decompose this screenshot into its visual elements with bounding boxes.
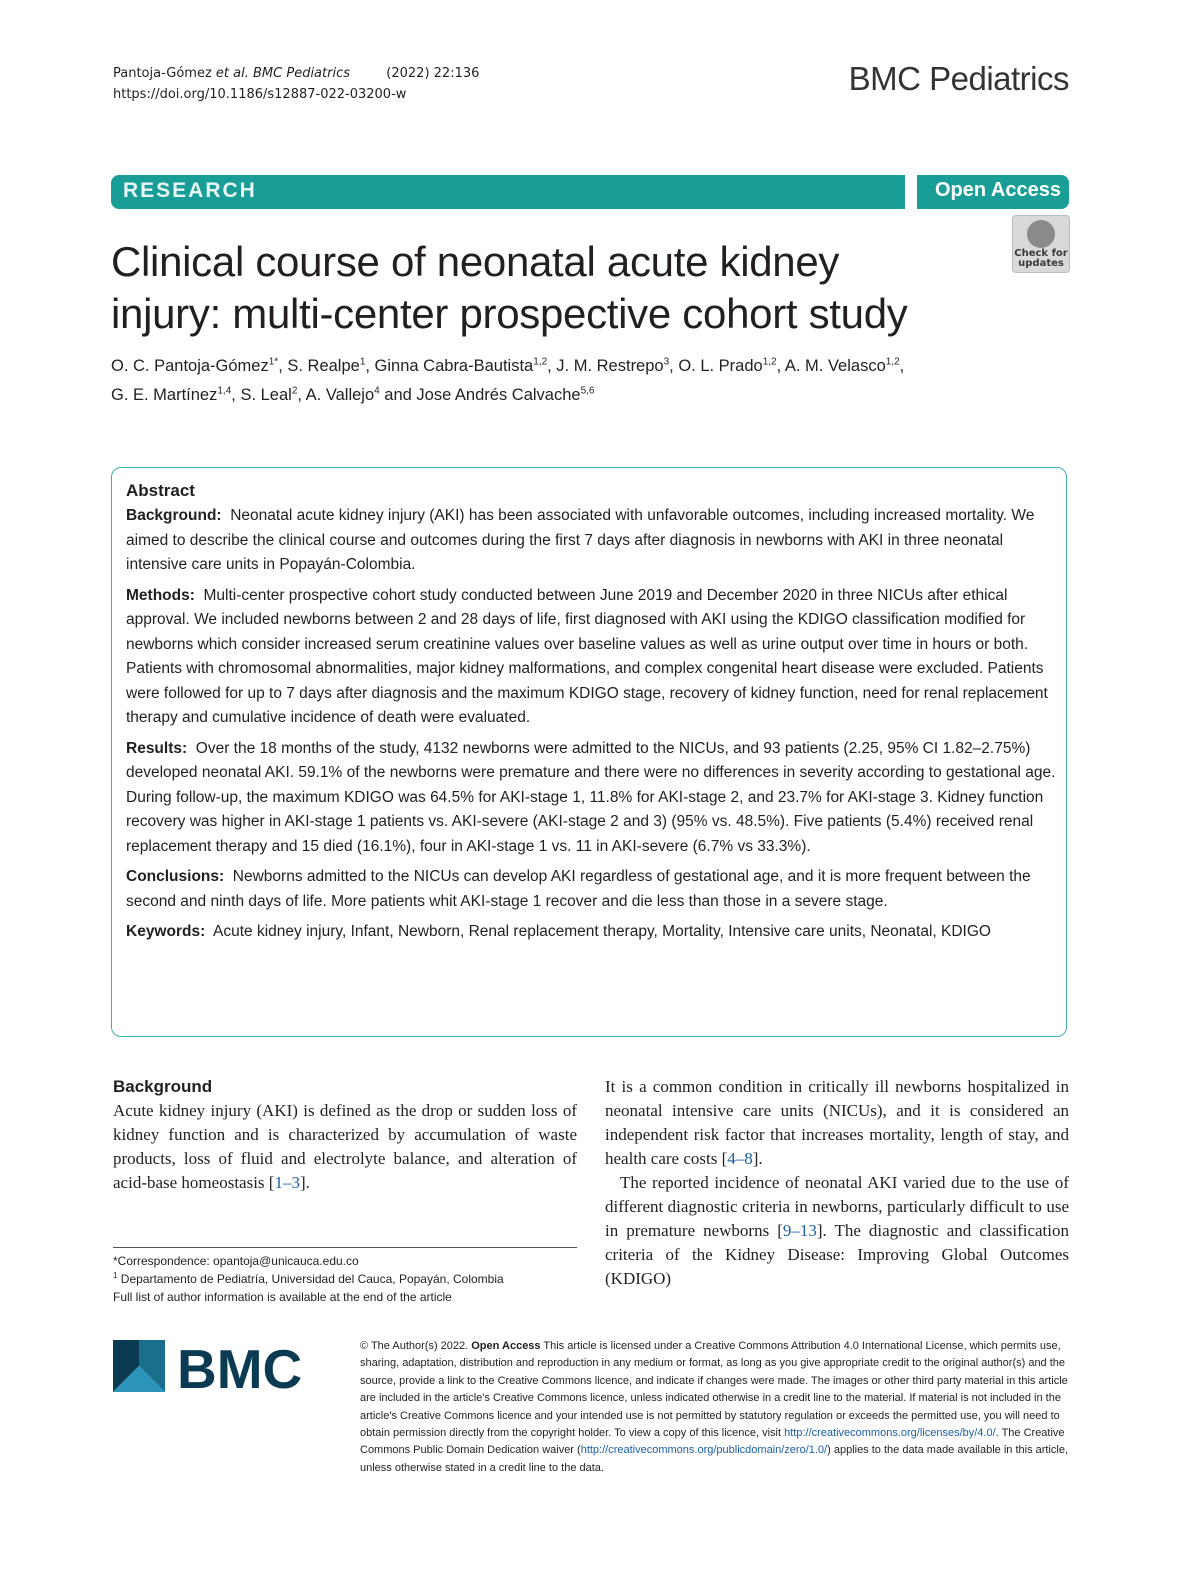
badge-line2: updates (1018, 258, 1064, 269)
body-column-left (113, 1075, 577, 1195)
citation-link[interactable]: 9–13 (782, 1221, 817, 1240)
cc-by-link[interactable]: http://creativecommons.org/licenses/by/4.0/ (784, 1427, 996, 1440)
abstract-background (126, 504, 1056, 578)
abstract-heading: Abstract (126, 481, 195, 500)
author-name: , J. M. Restrepo (547, 357, 664, 375)
author-name: , (899, 357, 905, 375)
results-label: Results: (126, 739, 188, 757)
abstract-box (111, 467, 1067, 1037)
footnote-divider (113, 1247, 577, 1248)
paragraph-incidence (605, 1171, 1069, 1291)
author-affiliation: 1,4 (217, 385, 232, 397)
author-name: , O. L. Prado (669, 357, 763, 375)
license-text-1: This article is licensed under a Creative Commons Attribution 4.0 International License, which permits use, sharing, adaptation, distribution and reproduction in any medium or format, as long as you give appropriate credit to the original author(s) and the source, provide a link to the Creative Commons licence, and indicate if changes were made. The images or other third party material in this article are included in the article's Creative Commons licence, unless indicated otherwise in a credit line to the material. If material is not included in the article's Creative Commons licence and your intended use is not permitted by statutory regulation or exceeds the permitted use, you will need to obtain permission directly from the copyright holder. To view a copy of this licence, visit (360, 1340, 1068, 1440)
doi-link[interactable]: https://doi.org/10.1186/s12887-022-03200-w (113, 87, 407, 102)
body-column-right (605, 1075, 1069, 1291)
license-statement (360, 1338, 1070, 1477)
author-name: and Jose Andrés Calvache (379, 386, 581, 404)
check-updates-icon (1027, 220, 1055, 248)
title-line2: injury: multi-center prospective cohort study (111, 290, 908, 337)
correspondence-line: *Correspondence: opantoja@unicauca.edu.co (113, 1254, 359, 1268)
abstract-methods (126, 584, 1056, 731)
authors-line1 (111, 352, 1071, 381)
author-name: , Ginna Cabra-Bautista (365, 357, 534, 375)
author-affiliation: 1,2 (762, 356, 777, 368)
paragraph-common-condition (605, 1075, 1069, 1171)
article-title (111, 236, 991, 340)
license-text-3: ) applies to the data made available in this article, unless otherwise stated in a credit line to the data. (360, 1444, 1069, 1474)
affiliation-number: 1 (113, 1271, 118, 1280)
research-label: RESEARCH (123, 179, 257, 202)
author-affiliation: 1 (359, 356, 366, 368)
author-info-note: Full list of author information is available at the end of the article (113, 1290, 452, 1304)
paragraph-aki-definition (113, 1099, 577, 1195)
methods-text: Multi-center prospective cohort study conducted between June 2019 and December 2020 in three NICUs after ethical approval. We included newborns between 2 and 28 days of life, first diagnosed with AKI using the KDIGO classification modified for newborns which consider increased serum creatinine values over baseline values as well as urine output over time in hours or both. Patients with chromosomal abnormalities, major kidney malformations, and complex congenital heart disease were excluded. Patients were followed for up to 7 days after diagnosis and the maximum KDIGO stage, recovery of kidney function, need for renal replacement therapy and cumulative incidence of death were evaluated. (126, 586, 1048, 726)
conclusions-label: Conclusions: (126, 868, 225, 885)
bmc-logo-text: BMC (177, 1340, 303, 1392)
journal-name: BMC Pediatrics (848, 60, 1069, 97)
authors-line2 (111, 381, 1071, 410)
section-heading-background: Background (113, 1077, 213, 1096)
author-affiliation: 1,2 (533, 356, 548, 368)
author-name: O. C. Pantoja-Gómez (111, 357, 269, 375)
author-affiliation: 1,2 (885, 356, 900, 368)
article-type-bar (111, 175, 1069, 209)
copyright-text: © The Author(s) 2022. (360, 1340, 472, 1352)
results-text: Over the 18 months of the study, 4132 newborns were admitted to the NICUs, and 93 patients (2.25, 95% CI 1.82–2.75%) developed neonatal AKI. 59.1% of the newborns were premature and there were no differences in severity according to gestational age. During follow-up, the maximum KDIGO was 64.5% for AKI-stage 1, 11.8% for AKI-stage 2, and 23.7% for AKI-stage 3. Kidney function recovery was higher in AKI-stage 1 patients vs. AKI-severe (AKI-stage 2 and 3) (95% vs. 48.5%). Five patients (5.4%) received renal replacement therapy and 15 died (16.1%), four in AKI-stage 1 vs. 11 in AKI-severe (6.7% vs 33.3%). (126, 739, 1056, 855)
author-affiliation: 4 (374, 385, 380, 397)
author-name: , S. Realpe (278, 357, 360, 375)
paragraph-text: Acute kidney injury (AKI) is defined as the drop or sudden loss of kidney function and is characterized by accumulation of waste products, loss of fluid and electrolyte balance, and alteration of acid-base homeostasis [ (113, 1101, 577, 1192)
affiliation-text: Departamento de Pediatría, Universidad del Cauca, Popayán, Colombia (117, 1272, 504, 1286)
footnotes (113, 1252, 583, 1306)
keywords-text: Acute kidney injury, Infant, Newborn, Renal replacement therapy, Mortality, Intensive care units, Neonatal, KDIGO (213, 923, 991, 940)
open-access-label: Open Access (935, 179, 1061, 201)
paragraph-end: ]. (299, 1173, 310, 1192)
paragraph-text: The reported incidence of neonatal AKI varied due to the use of different diagnostic criteria in newborns, particularly difficult to use in premature newborns [ (605, 1173, 1069, 1240)
license-oa-label: Open Access (471, 1340, 541, 1352)
bmc-logo-mark (113, 1340, 333, 1392)
cc-zero-link[interactable]: http://creativecommons.org/publicdomain/zero/1.0/ (580, 1444, 828, 1457)
citation-journal: BMC Pediatrics (253, 66, 351, 81)
abstract-results (126, 737, 1056, 860)
bmc-logo (113, 1340, 333, 1392)
abstract-conclusions (126, 865, 1056, 914)
methods-label: Methods: (126, 586, 195, 604)
citation-year-volume: (2022) 22:136 (386, 66, 480, 81)
citation-etal: et al. (215, 66, 249, 81)
background-text: Neonatal acute kidney injury (AKI) has been associated with unfavorable outcomes, including increased mortality. We aimed to describe the clinical course and outcomes during the first 7 days after diagnosis in newborns with AKI in three neonatal intensive care units in Popayán-Colombia. (126, 507, 1035, 573)
author-name: G. E. Martínez (111, 386, 218, 404)
citation-link[interactable]: 1–3 (274, 1173, 300, 1192)
author-name: , S. Leal (231, 386, 292, 404)
paragraph-end: ]. (752, 1149, 763, 1168)
author-affiliation: 1* (268, 356, 279, 368)
author-name: , A. Vallejo (297, 386, 375, 404)
paragraph-text: It is a common condition in critically ill newborns hospitalized in neonatal intensive care units (NICUs), and it is considered an independent risk factor that increases mortality, length of stay, and health care costs [ (605, 1077, 1069, 1168)
author-affiliation: 5,6 (580, 385, 595, 397)
author-name: , A. M. Velasco (776, 357, 886, 375)
citation-authors: Pantoja-Gómez (113, 66, 212, 81)
citation-link[interactable]: 4–8 (727, 1149, 753, 1168)
title-line1: Clinical course of neonatal acute kidney (111, 238, 840, 285)
license-text-2: . The Creative Commons Public Domain Dedication waiver ( (360, 1427, 1065, 1457)
affiliation-line (113, 1270, 583, 1288)
running-header (113, 63, 479, 105)
author-affiliation: 2 (291, 385, 298, 397)
paragraph-end: ]. The diagnostic and classification criteria of the Kidney Disease: Improving Global Outcomes (KDIGO) (605, 1221, 1069, 1288)
badge-line1: Check for (1014, 248, 1068, 259)
conclusions-text: Newborns admitted to the NICUs can develop AKI regardless of gestational age, and it is more frequent between the second and ninth days of life. More patients whit AKI-stage 1 recover and die less than those in a severe stage. (126, 868, 1031, 910)
author-list (111, 352, 1071, 410)
abstract-keywords (126, 920, 1056, 945)
check-for-updates-badge[interactable] (1012, 215, 1070, 273)
keywords-label: Keywords: (126, 923, 206, 940)
author-affiliation: 3 (663, 356, 670, 368)
background-label: Background: (126, 507, 222, 524)
